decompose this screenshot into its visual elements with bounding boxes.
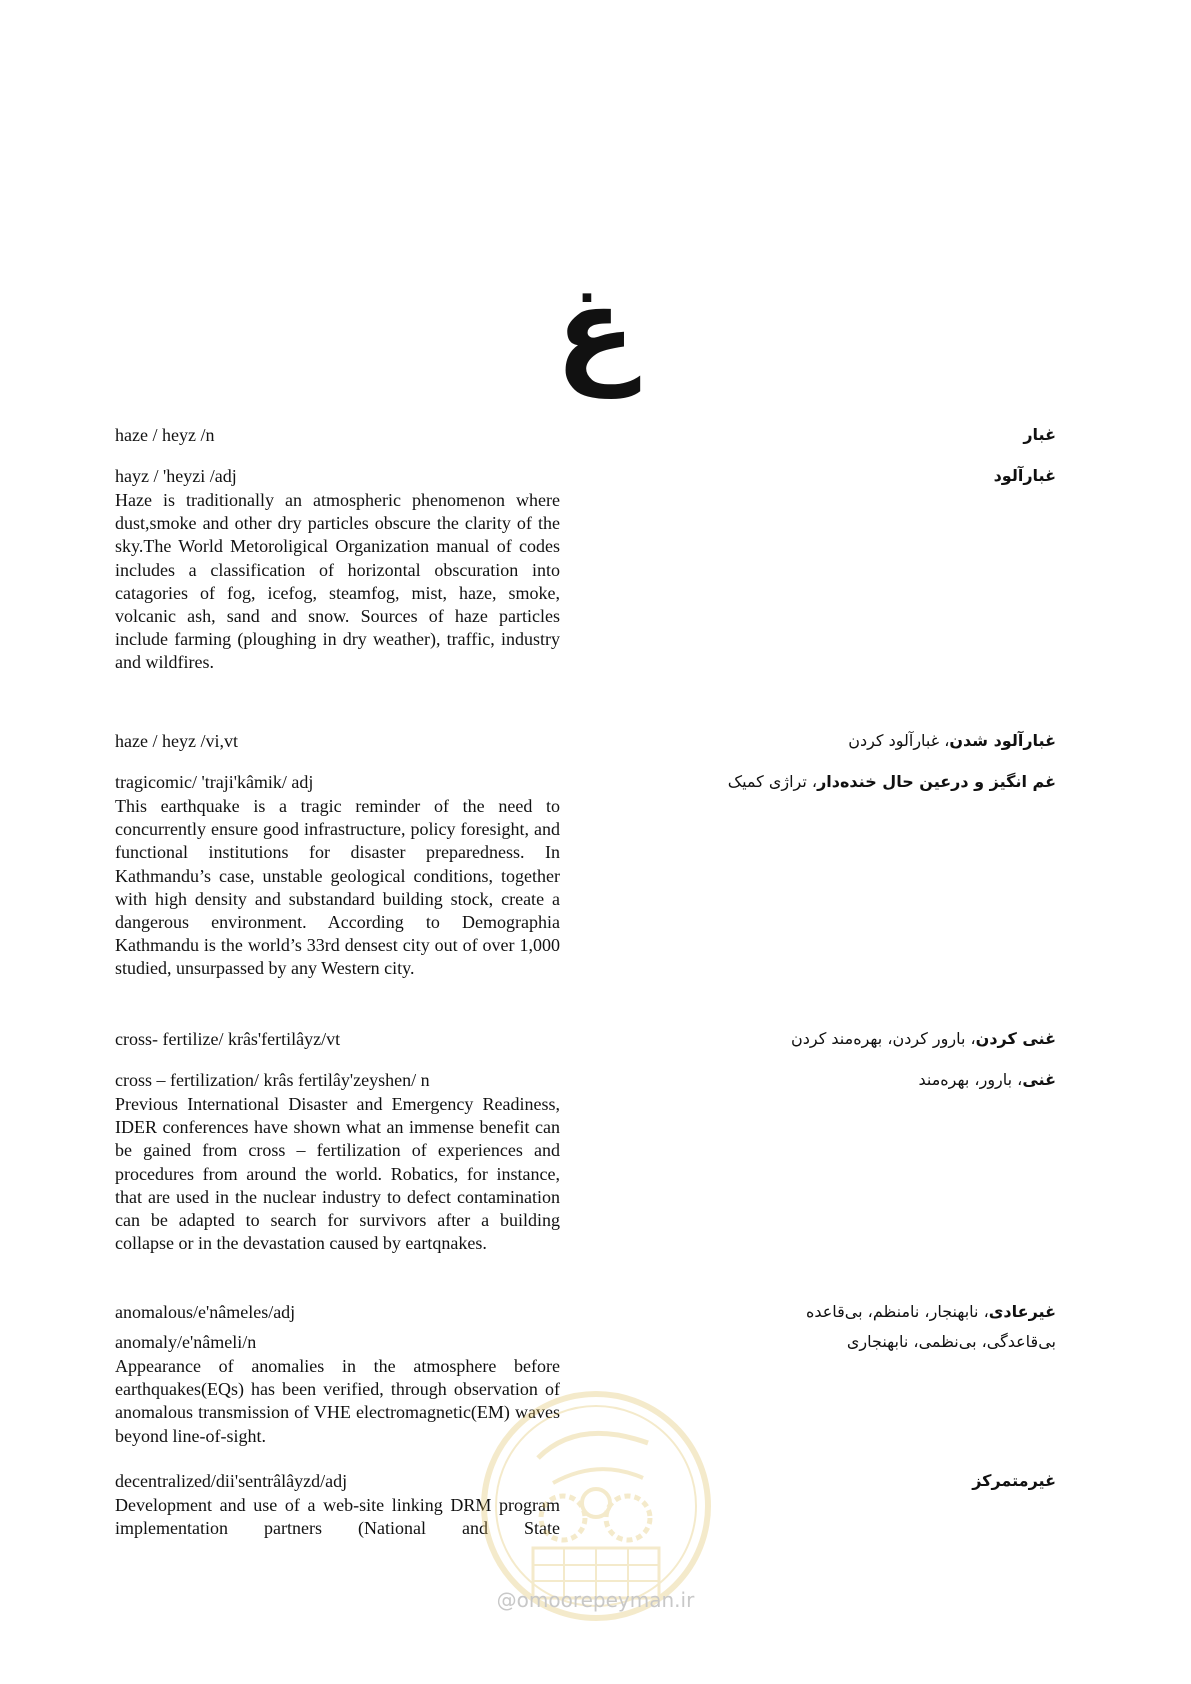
entry-headword: cross – fertilization/ krâs fertilây'zeyshen/ n [115,1070,430,1090]
translation-rest: ، بارور کردن، بهره‌مند کردن [791,1029,976,1048]
translation-rest: ، غبارآلود کردن [848,731,950,750]
entry-example: Haze is traditionally an atmospheric phenomenon where dust,smoke and other dry particles obscure the clarity of the sky.The World Metoroligical Organization manual of codes includes a classification of horizontal obscuration into catagories of fog, icefog, steamfog, mist, haze, smoke, volcanic ash, sand and snow. Sources of haze particles include farming (ploughing in dry weather), traffic, industry and wildfires. [115,490,560,673]
entry-headword: haze / heyz /n [115,425,215,445]
entry-headword: haze / heyz /vi,vt [115,731,238,751]
entry-example: Development and use of a web-site linking DRM program implementation partners (National and State [115,1495,560,1539]
entry-translation [791,1028,1056,1050]
translation-bold: غنی [1022,1070,1056,1089]
translation-rest: ، تراژی کمیک [727,772,818,791]
entry-translation [919,1069,1057,1091]
entry-example: Appearance of anomalies in the atmosphere before earthquakes(EQs) has been verified, through observation of anomalous transmission of VHE electromagnetic(EM) waves beyond line-of-sight. [115,1356,560,1446]
entry-headword: anomaly/e'nâmeli/n [115,1332,257,1352]
translation-bold: غم انگیز و درعین حال خنده‌دار [817,772,1056,791]
translation-bold: غبار [1023,425,1056,444]
watermark-url: @omoorepeyman.ir [496,1588,695,1612]
translation-bold: غبارآلود شدن [949,731,1056,750]
entry-headword: decentralized/dii'sentrâlâyzd/adj [115,1471,348,1491]
entry-translation [848,730,1056,752]
entry-translation [1023,424,1056,446]
translation-rest: ، نابهنجار، نامنظم، بی‌قاعده [805,1302,989,1321]
entry-headword: anomalous/e'nâmeles/adj [115,1302,296,1322]
entry-headword: tragicomic/ 'traji'kâmik/ adj [115,772,314,792]
entry-example: This earthquake is a tragic reminder of the need to concurrently ensure good infrastructure, policy foresight, and functional institutions for disaster preparedness. In Kathmandu’s case, unstable geological conditions, together with high density and substandard building stock, create a dangerous environment. According to Demographia Kathmandu is the world’s 33rd densest city out of over 1,000 studied, unsurpassed by any Western city. [115,796,560,979]
translation-bold: غنی کردن [975,1029,1056,1048]
entry-headword: cross- fertilize/ krâs'fertilâyz/vt [115,1029,341,1049]
translation-bold: غبارآلود [993,466,1056,485]
entry-translation [728,771,1056,793]
entry-translation [806,1301,1056,1323]
entry-translation [972,1470,1056,1492]
entry-translation [847,1331,1056,1353]
translation-rest: بی‌قاعدگی، بی‌نظمی، نابهنجاری [846,1332,1056,1351]
entry-headword: hayz / 'heyzi /adj [115,466,237,486]
translation-bold: غیرمتمرکز [972,1471,1056,1490]
translation-rest: ، بارور، بهره‌مند [918,1070,1023,1089]
translation-bold: غیرعادی [988,1302,1056,1321]
entry-example: Previous International Disaster and Emergency Readiness, IDER conferences have shown what an immense benefit can be gained from cross – fertilization of experiences and procedures from around the world. Robatics, for instance, that are used in the nuclear industry to defect contamination can be adapted to search for survivors after a building collapse or in the devastation caused by eartqnakes. [115,1094,560,1254]
entry-translation [994,465,1056,487]
section-letter: غ [555,260,636,398]
